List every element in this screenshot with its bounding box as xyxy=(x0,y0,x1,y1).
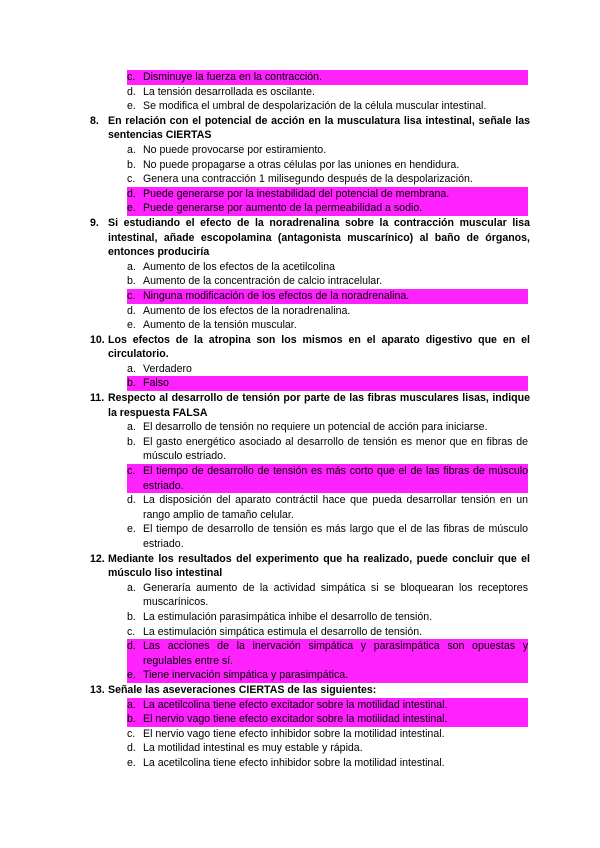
answer-option xyxy=(0,201,528,216)
option-letter: c. xyxy=(127,465,136,478)
answer-option xyxy=(0,289,528,304)
option-letter: c. xyxy=(127,625,136,638)
option-letter: a. xyxy=(127,421,136,434)
option-letter: d. xyxy=(127,742,136,755)
answer-option xyxy=(0,435,528,464)
option-letter: a. xyxy=(127,143,136,156)
answer-option xyxy=(0,274,528,289)
option-text: El tiempo de desarrollo de tensión es más largo que el de las fibras de músculo estriado. xyxy=(143,523,528,550)
answer-option xyxy=(0,376,528,391)
question-number: 13. xyxy=(90,683,105,696)
option-letter: b. xyxy=(127,435,136,448)
question-12 xyxy=(0,552,600,683)
option-text: Tiene inervación simpática y parasimpática. xyxy=(143,669,349,682)
answer-option xyxy=(0,493,528,522)
question-stem xyxy=(0,216,530,260)
option-letter: b. xyxy=(127,158,136,171)
option-text: La motilidad intestinal es muy estable y rápida. xyxy=(143,742,363,755)
option-text: La estimulación simpática estimula el desarrollo de tensión. xyxy=(143,625,423,638)
answer-option xyxy=(0,610,528,625)
answer-option xyxy=(0,756,528,771)
option-text: La acetilcolina tiene efecto excitador sobre la motilidad intestinal. xyxy=(143,698,448,711)
option-letter: a. xyxy=(127,698,136,711)
answer-option xyxy=(0,70,528,85)
answer-option xyxy=(0,639,528,668)
option-text: La estimulación parasimpática inhibe el desarrollo de tensión. xyxy=(143,610,433,623)
option-letter: b. xyxy=(127,275,136,288)
option-text: Puede generarse por la inestabilidad del potencial de membrana. xyxy=(143,187,450,200)
option-letter: d. xyxy=(127,85,136,98)
option-text: Disminuye la fuerza en la contracción. xyxy=(143,71,323,83)
answer-option xyxy=(0,522,528,551)
option-letter: d. xyxy=(127,494,136,507)
option-text: El nervio vago tiene efecto inhibidor sobre la motilidad intestinal. xyxy=(143,727,445,740)
option-text: Aumento de los efectos de la acetilcolina xyxy=(143,260,335,273)
question-text: Si estudiando el efecto de la noradrenalina sobre la contracción muscular lisa intestinal, añade escopolamina (antagonista muscarínico) al baño de órganos, entonces produciría xyxy=(108,216,530,259)
option-text: El gasto energético asociado al desarrollo de tensión es menor que en fibras de músculo estriado. xyxy=(143,435,528,463)
answer-option xyxy=(0,304,528,319)
question-number: 10. xyxy=(90,333,105,346)
question-number: 11. xyxy=(90,392,105,405)
option-text: Las acciones de la inervación simpática y parasimpática son opuestas y regulables entre sí. xyxy=(143,640,528,667)
question-number: 12. xyxy=(90,552,105,565)
option-letter: c. xyxy=(127,71,136,83)
option-letter: c. xyxy=(127,727,136,740)
question-text: Los efectos de la atropina son los mismos en el aparato digestivo que en el circulatorio. xyxy=(108,333,530,361)
question-number: 9. xyxy=(90,216,99,229)
option-letter: a. xyxy=(127,260,136,273)
option-letter: c. xyxy=(127,289,136,302)
question-11 xyxy=(0,391,600,552)
answer-option xyxy=(0,318,528,333)
answer-option xyxy=(0,581,528,610)
question-number: 8. xyxy=(90,114,99,127)
option-text: Se modifica el umbral de despolarización de la célula muscular intestinal. xyxy=(143,100,487,113)
answer-option xyxy=(0,712,528,727)
answer-option xyxy=(0,158,528,173)
answer-option xyxy=(0,741,528,756)
option-letter: a. xyxy=(127,581,136,594)
option-letter: e. xyxy=(127,669,136,682)
question-stem xyxy=(0,333,530,362)
question-9 xyxy=(0,216,600,333)
answer-option xyxy=(0,362,528,377)
answer-option xyxy=(0,85,528,100)
question-stem xyxy=(0,114,530,143)
question-text: Respecto al desarrollo de tensión por parte de las fibras musculares lisas, indique la respuesta FALSA xyxy=(108,392,530,419)
option-text: La tensión desarrollada es oscilante. xyxy=(143,85,315,98)
question-stem xyxy=(0,683,530,698)
answer-option xyxy=(0,143,528,158)
answer-option xyxy=(0,172,528,187)
option-text: El desarrollo de tensión no requiere un potencial de acción para iniciarse. xyxy=(143,421,488,434)
answer-option xyxy=(0,727,528,742)
answer-option xyxy=(0,668,528,683)
option-letter: e. xyxy=(127,523,136,536)
option-letter: e. xyxy=(127,319,136,332)
answer-option xyxy=(0,260,528,275)
answer-option xyxy=(0,99,528,114)
option-text: El tiempo de desarrollo de tensión es más corto que el de las fibras de músculo estriado. xyxy=(143,465,528,492)
option-text: Falso xyxy=(143,377,169,390)
answer-option xyxy=(0,464,528,493)
option-letter: b. xyxy=(127,377,136,390)
question-13 xyxy=(0,683,600,771)
option-letter: b. xyxy=(127,713,136,726)
option-text: Aumento de la tensión muscular. xyxy=(143,319,297,332)
answer-option xyxy=(0,698,528,713)
option-letter: d. xyxy=(127,187,136,200)
option-letter: e. xyxy=(127,756,136,769)
option-text: Generaría aumento de la actividad simpática si se bloquearan los receptores muscarínicos. xyxy=(143,581,528,609)
option-text: La disposición del aparato contráctil hace que pueda desarrollar tensión en un rango amplio de tamaño celular. xyxy=(143,494,528,521)
option-text: La acetilcolina tiene efecto inhibidor sobre la motilidad intestinal. xyxy=(143,756,445,769)
option-text: Puede generarse por aumento de la permeabilidad a sodio. xyxy=(143,202,423,215)
option-text: El nervio vago tiene efecto excitador sobre la motilidad intestinal. xyxy=(143,713,448,726)
option-letter: e. xyxy=(127,202,136,215)
option-letter: a. xyxy=(127,362,136,375)
option-letter: e. xyxy=(127,100,136,113)
option-text: Aumento de la concentración de calcio intracelular. xyxy=(143,275,383,288)
question-8 xyxy=(0,114,600,216)
question-stem xyxy=(0,552,530,581)
answer-option xyxy=(0,187,528,202)
answer-option xyxy=(0,625,528,640)
option-text: Verdadero xyxy=(143,362,192,375)
question-text: Mediante los resultados del experimento que ha realizado, puede concluir que el músculo liso intestinal xyxy=(108,552,530,580)
option-text: No puede provocarse por estiramiento. xyxy=(143,143,327,156)
option-letter: c. xyxy=(127,173,136,186)
option-text: Genera una contracción 1 milisegundo después de la despolarización. xyxy=(143,173,473,186)
option-text: Ninguna modificación de los efectos de la noradrenalina. xyxy=(143,289,410,302)
question-text: Señale las aseveraciones CIERTAS de las siguientes: xyxy=(108,683,377,696)
question-list xyxy=(0,70,600,771)
question-text: En relación con el potencial de acción en la musculatura lisa intestinal, señale las sentencias CIERTAS xyxy=(108,114,530,142)
answer-option xyxy=(0,420,528,435)
option-letter: d. xyxy=(127,640,136,653)
question-10 xyxy=(0,333,600,391)
option-text: No puede propagarse a otras células por las uniones en hendidura. xyxy=(143,158,460,171)
option-letter: b. xyxy=(127,610,136,623)
option-letter: d. xyxy=(127,304,136,317)
option-text: Aumento de los efectos de la noradrenalina. xyxy=(143,304,351,317)
question-stem xyxy=(0,391,530,420)
